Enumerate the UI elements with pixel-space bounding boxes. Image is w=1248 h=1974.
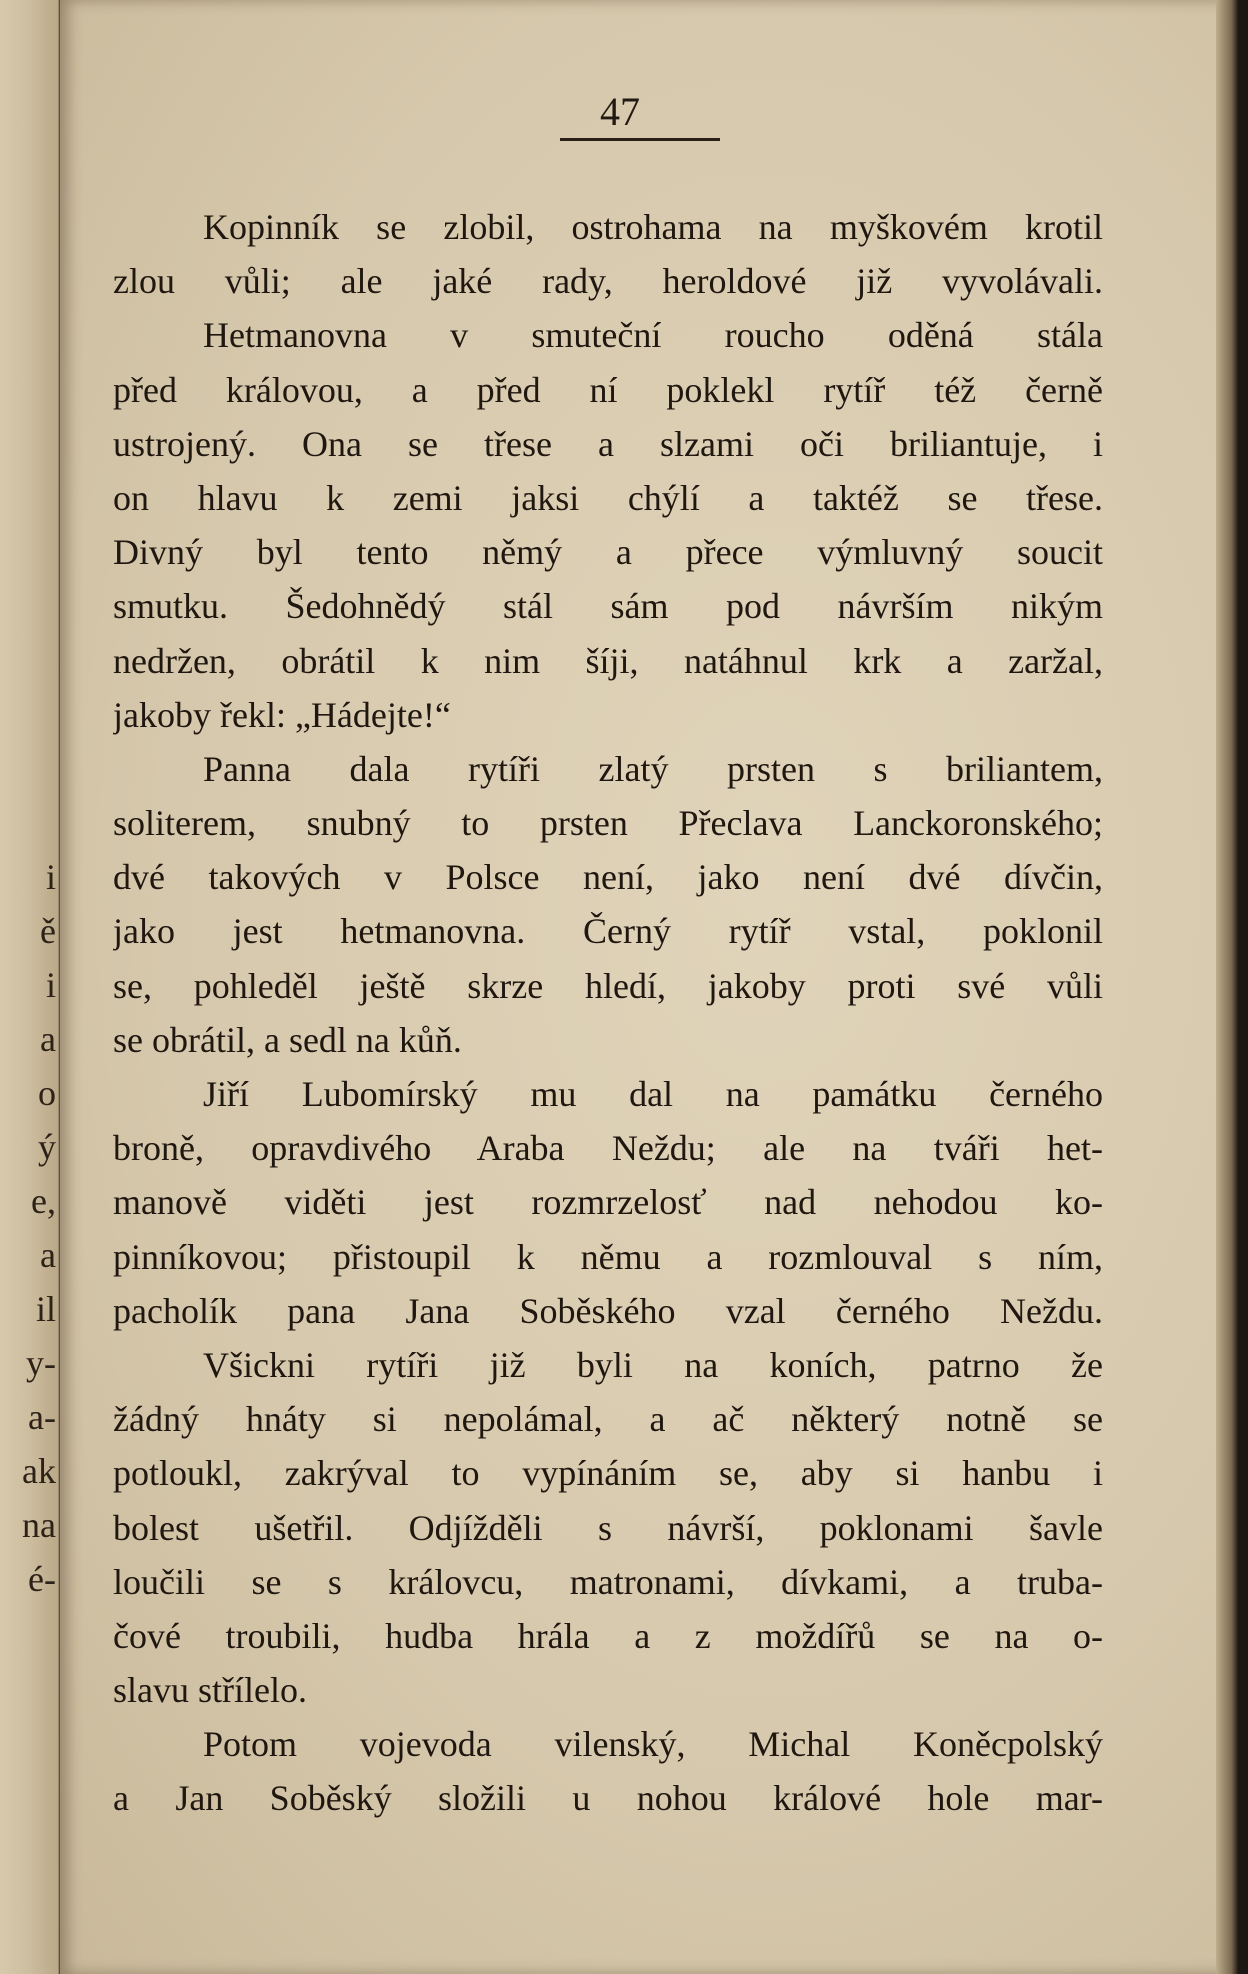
previous-page-fragment: a: [40, 1235, 56, 1275]
text-line: potloukl, zakrýval to vypínáním se, aby si hanbu i: [113, 1453, 1103, 1494]
text-line: se obrátil, a sedl na kůň.: [113, 1019, 462, 1060]
previous-page-fragment: y-: [26, 1343, 56, 1383]
text-line: on hlavu k zemi jaksi chýlí a taktéž se třese.: [113, 477, 1103, 518]
text-line: manově viděti jest rozmrzelosť nad nehodou ko-: [113, 1182, 1103, 1223]
previous-page-fragment: e,: [31, 1181, 56, 1221]
previous-page-fragment: é-: [28, 1559, 56, 1599]
text-line: zlou vůli; ale jaké rady, heroldové již vyvolávali.: [113, 261, 1103, 302]
text-line: před královou, a před ní poklekl rytíř též černě: [113, 369, 1103, 410]
text-line: čové troubili, hudba hrála a z moždířů se na o-: [113, 1615, 1103, 1656]
text-line: pacholík pana Jana Soběského vzal černého Neždu.: [113, 1290, 1103, 1331]
text-line: ustrojený. Ona se třese a slzami oči briliantuje, i: [113, 423, 1103, 464]
text-line: Panna dala rytíři zlatý prsten s briliantem,: [203, 748, 1103, 789]
previous-page-fragment: ak: [22, 1451, 56, 1491]
text-line: broně, opravdivého Araba Neždu; ale na tváři het-: [113, 1128, 1103, 1169]
text-line: smutku. Šedohnědý stál sám pod návrším nikým: [113, 586, 1103, 627]
previous-page-fragment: ě: [40, 911, 56, 951]
previous-page-fragment: ý: [38, 1127, 56, 1167]
text-line: Všickni rytíři již byli na koních, patrno že: [203, 1344, 1103, 1385]
text-line: bolest ušetřil. Odjížděli s návrší, poklonami šavle: [113, 1507, 1103, 1548]
page-shadow-edge: [1216, 0, 1238, 1974]
page-number: 47: [600, 89, 640, 134]
text-line: Jiří Lubomírský mu dal na památku černého: [203, 1074, 1103, 1114]
previous-page-fragment: i: [45, 965, 56, 1005]
text-line: jako jest hetmanovna. Černý rytíř vstal, poklonil: [113, 911, 1103, 952]
body-text: [113, 200, 1103, 1826]
page-number-rule: [560, 138, 720, 141]
text-line: slavu střílelo.: [113, 1670, 307, 1711]
previous-page-fragment: a: [40, 1019, 56, 1059]
previous-page-fragment: o: [38, 1073, 56, 1113]
text-line: Hetmanovna v smuteční roucho oděná stála: [203, 315, 1103, 356]
text-line: Kopinník se zlobil, ostrohama na myškovém krotil: [203, 207, 1103, 247]
text-line: soliterem, snubný to prsten Přeclava Lanckoronského;: [113, 803, 1103, 844]
previous-page-text-fragments: [0, 850, 56, 1606]
text-line: se, pohleděl ještě skrze hledí, jakoby proti své vůli: [113, 965, 1103, 1006]
text-line: dvé takových v Polsce není, jako není dvé dívčin,: [113, 857, 1103, 898]
previous-page-fragment: i: [45, 857, 56, 897]
text-line: Divný byl tento němý a přece výmluvný soucit: [113, 532, 1103, 573]
text-line: jakoby řekl: „Hádejte!“: [113, 694, 451, 735]
text-line: loučili se s královcu, matronami, dívkami, a truba-: [113, 1561, 1103, 1602]
text-line: Potom vojevoda vilenský, Michal Koněcpolský: [203, 1724, 1103, 1765]
text-line: a Jan Soběský složili u nohou králové hole mar-: [113, 1778, 1103, 1819]
previous-page-fragment: il: [35, 1289, 56, 1329]
previous-page-fragment: a-: [28, 1397, 56, 1437]
text-line: žádný hnáty si nepolámal, a ač některý notně se: [113, 1399, 1103, 1440]
previous-page-fragment: na: [22, 1505, 56, 1545]
text-line: pinníkovou; přistoupil k němu a rozmlouval s ním,: [113, 1236, 1103, 1277]
text-line: nedržen, obrátil k nim šíji, natáhnul krk a zaržal,: [113, 640, 1103, 681]
